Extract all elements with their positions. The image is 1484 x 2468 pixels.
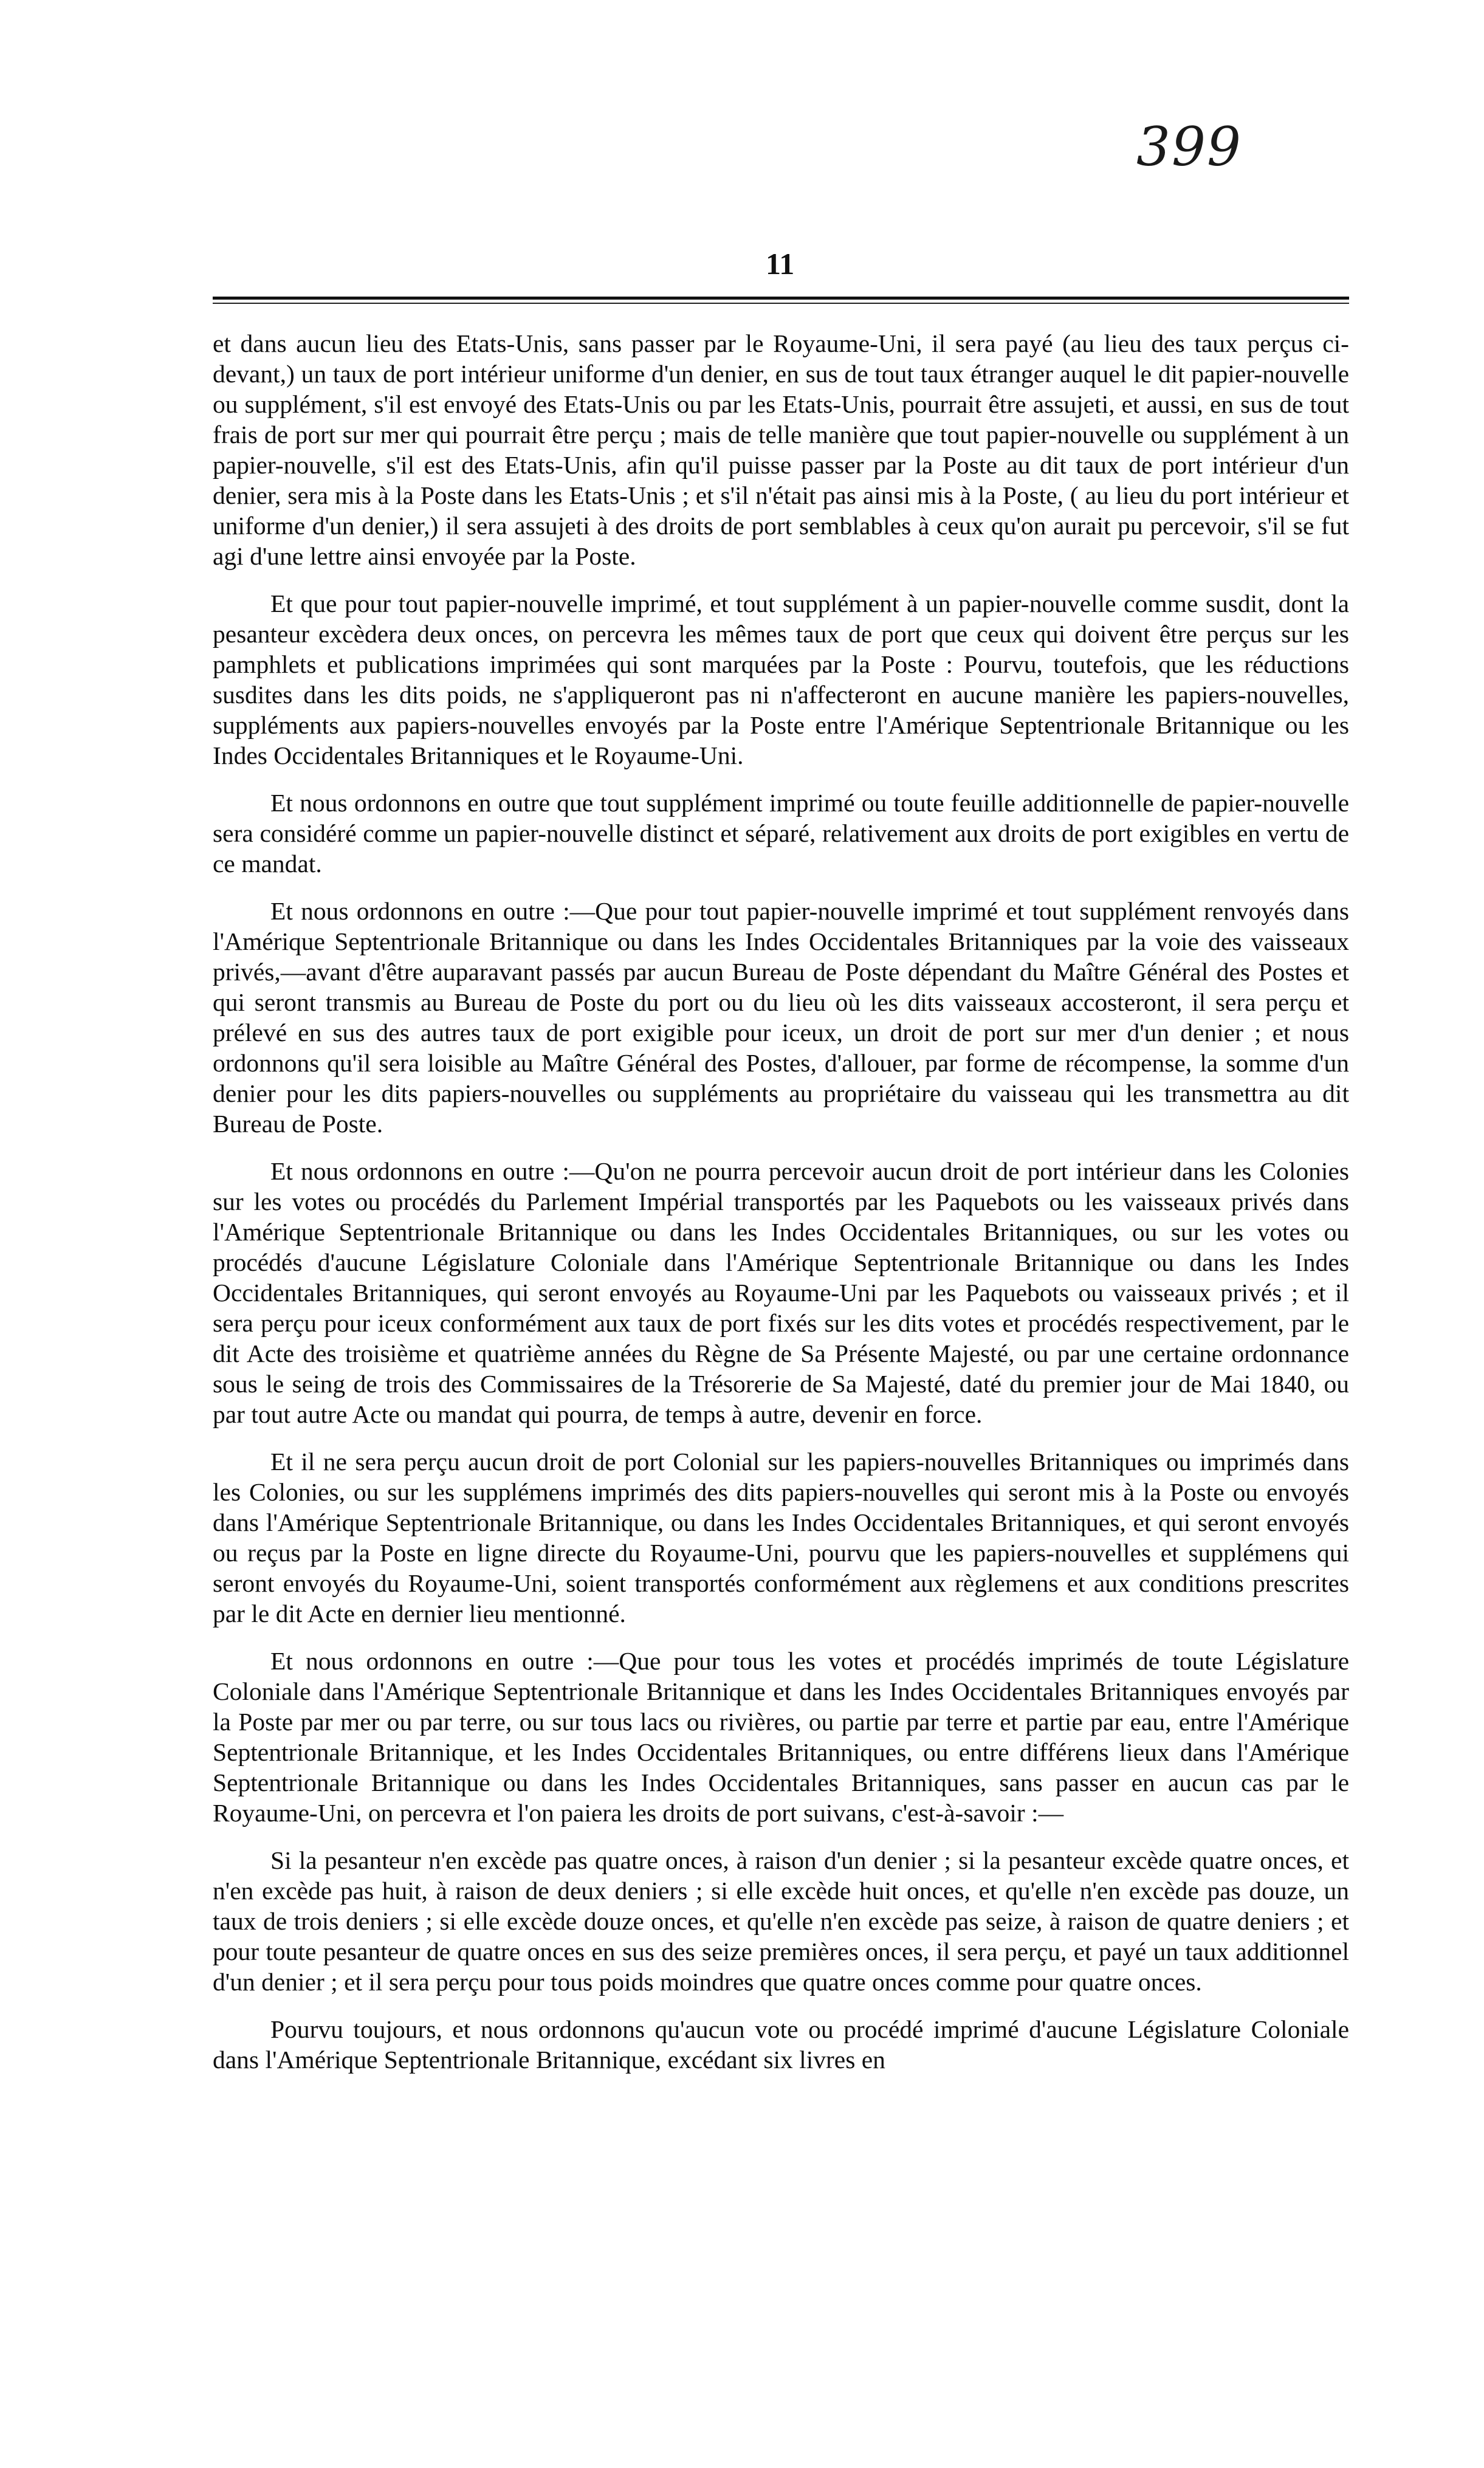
body-text xyxy=(213,328,1349,2092)
page-number: 11 xyxy=(766,247,795,281)
paragraph-supplements: Et nous ordonnons en outre que tout supplément imprimé ou toute feuille additionnelle de papier-nouvelle sera considéré comme un papier-nouvelle distinct et séparé, relativement aux droits de port exigibles en vertu de ce mandat. xyxy=(213,789,1349,878)
handwritten-folio-number: 399 xyxy=(1136,115,1242,178)
paragraph-weight-scale: Si la pesanteur n'en excède pas quatre onces, à raison d'un denier ; si la pesanteur excède quatre onces, et n'en excède pas huit, à raison de deux deniers ; si elle excède huit onces, et qu'elle n'en excède pas douze, un taux de trois deniers ; si elle excède douze onces, et qu'elle n'en excède pas seize, à raison de quatre deniers ; et pour toute pesanteur de quatre onces en sus des seize premières onces, il sera perçu, et payé un taux additionnel d'un denier ; et il sera perçu pour tous poids moindres que quatre onces comme pour quatre onces. xyxy=(213,1846,1349,1996)
paragraph-weight-rates: Et que pour tout papier-nouvelle imprimé, et tout supplément à un papier-nouvelle comme susdit, dont la pesanteur excèdera deux onces, on percevra les mêmes taux de port que ceux qui doivent être perçus sur les pamphlets et publications imprimées qui sont marquées par la Poste : Pourvu, toutefois, que les réductions susdites dans les dits poids, ne s'appliqueront pas ni n'affecteront en aucune manière les papiers-nouvelles, suppléments aux papiers-nouvelles envoyés par la Poste entre l'Amérique Septentrionale Britannique ou les Indes Occidentales Britanniques et le Royaume-Uni. xyxy=(213,590,1349,769)
paragraph-private-vessels: Et nous ordonnons en outre :—Que pour tout papier-nouvelle imprimé et tout supplément renvoyés dans l'Amérique Septentrionale Britannique ou dans les Indes Occidentales Britanniques par la voie des vaisseaux privés,—avant d'être auparavant passés par aucun Bureau de Poste dépendant du Maître Général des Postes et qui seront transmis au Bureau de Poste du port ou du lieu où les dits vaisseaux accosteront, il sera perçu et prélevé en sus des autres taux de port exigible pour iceux, un droit de port sur mer d'un denier ; et nous ordonnons qu'il sera loisible au Maître Général des Postes, d'allouer, par forme de récompense, la somme d'un denier pour les dits papiers-nouvelles ou suppléments au propriétaire du vaisseau qui les transmettra au dit Bureau de Poste. xyxy=(213,897,1349,1138)
paragraph-parliament-votes: Et nous ordonnons en outre :—Qu'on ne pourra percevoir aucun droit de port intérieur dans les Colonies sur les votes ou procédés du Parlement Impérial transportés par les Paquebots ou les vaisseaux privés dans l'Amérique Septentrionale Britannique ou dans les Indes Occidentales Britanniques, ou sur les votes ou procédés d'aucune Législature Coloniale dans l'Amérique Septentrionale Britannique ou dans les Indes Occidentales Britanniques, qui seront envoyés au Royaume-Uni par les Paquebots ou vaisseaux privés ; et il sera perçu pour iceux conformément aux taux de port fixés sur les dits votes et procédés respectivement, par le dit Acte des troisième et quatrième années du Règne de Sa Présente Majesté, ou par une certaine ordonnance sous le seing de trois des Commissaires de la Trésorerie de Sa Majesté, daté du premier jour de Mai 1840, ou par tout autre Acte ou mandat qui pourra, de temps à autre, devenir en force. xyxy=(213,1157,1349,1428)
header-rule-thick xyxy=(213,297,1349,300)
header-rule-thin xyxy=(213,303,1349,304)
paragraph-continuation: et dans aucun lieu des Etats-Unis, sans passer par le Royaume-Uni, il sera payé (au lieu des taux perçus ci-devant,) un taux de port intérieur uniforme d'un denier, en sus de tout taux étranger auquel le dit papier-nouvelle ou supplément, s'il est envoyé des Etats-Unis ou par les Etats-Unis, pourrait être assujeti, et aussi, en sus de tout frais de port sur mer qui pourrait être perçu ; mais de telle manière que tout papier-nouvelle ou supplément à un papier-nouvelle, s'il est des Etats-Unis, afin qu'il puisse passer par la Poste au dit taux de port intérieur d'un denier, sera mis à la Poste dans les Etats-Unis ; et s'il n'était pas ainsi mis à la Poste, ( au lieu du port intérieur et uniforme d'un denier,) il sera assujeti à des droits de port semblables à ceux qu'on aurait pu percevoir, s'il se fut agi d'une lettre ainsi envoyée par la Poste. xyxy=(213,329,1349,570)
paragraph-colonial-postage: Et il ne sera perçu aucun droit de port Colonial sur les papiers-nouvelles Britanniques ou imprimés dans les Colonies, ou sur les supplémens imprimés des dits papiers-nouvelles qui seront mis à la Poste ou envoyés dans l'Amérique Septentrionale Britannique, ou dans les Indes Occidentales Britanniques, et qui seront envoyés ou reçus par la Poste en ligne directe du Royaume-Uni, pourvu que les papiers-nouvelles et supplémens qui seront envoyés du Royaume-Uni, soient transportés conformément aux règlemens et aux conditions prescrites par le dit Acte en dernier lieu mentionné. xyxy=(213,1448,1349,1628)
paragraph-proviso: Pourvu toujours, et nous ordonnons qu'aucun vote ou procédé imprimé d'aucune Législature Coloniale dans l'Amérique Septentrionale Britannique, excédant six livres en xyxy=(213,2015,1349,2074)
paragraph-colonial-legislature: Et nous ordonnons en outre :—Que pour tous les votes et procédés imprimés de toute Législature Coloniale dans l'Amérique Septentrionale Britannique et dans les Indes Occidentales Britanniques envoyés par la Poste par mer ou par terre, ou sur tous lacs ou rivières, ou partie par terre et partie par eau, entre l'Amérique Septentrionale Britannique, et les Indes Occidentales Britanniques, ou entre différens lieux dans l'Amérique Septentrionale Britannique ou dans les Indes Occidentales Britanniques, sans passer en aucun cas par le Royaume-Uni, on percevra et l'on paiera les droits de port suivans, c'est-à-savoir :— xyxy=(213,1647,1349,1827)
